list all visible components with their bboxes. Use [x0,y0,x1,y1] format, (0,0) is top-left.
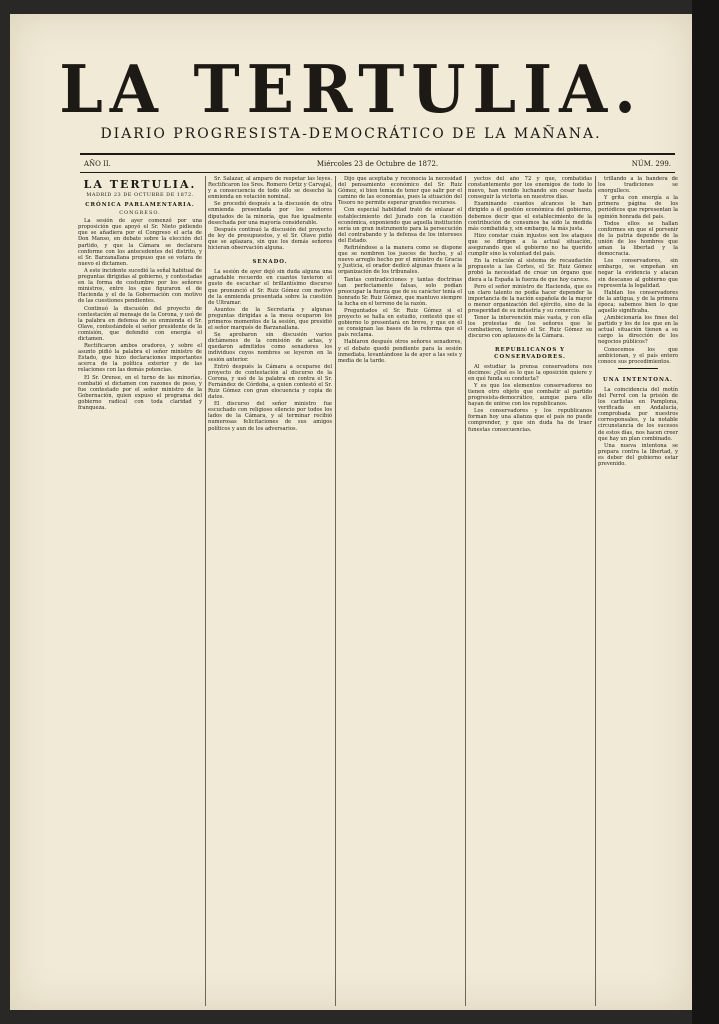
section-divider [618,368,658,369]
article-paragraph: A este incidente sucedió la señal habitual de preguntas dirigidas al gobierno, y contestadas en la forma de costumbre por los señores ministros, entre los que figuraron el de Hacienda y el de la Gobernación con motivo de las cuestiones pendientes. [78,267,202,305]
article-paragraph: Y es que los elementos conservadores no tienen otro objeto que combatir al partido progresista-democrático, aunque para ello hayan de unirse con los republicanos. [468,382,592,408]
masthead-rule-bottom [80,172,675,173]
issue-number: NÚM. 299. [631,160,671,168]
article-paragraph: Y grita con energía a la primera página de los periódicos que representan la opinión honrada del país. [598,195,678,220]
masthead-subtitle: DIARIO PROGRESISTA-DEMOCRÁTICO DE LA MAÑANA. [100,126,602,142]
masthead-title: LA TERTULIA. [59,51,643,128]
article-paragraph: ¿Ambicionaría los fines del partido y los de los que en la actual situación tienen a su cargo la dirección de los negocios públicos? [598,315,678,346]
issue-date: Miércoles 23 de Octubre de 1872. [316,160,439,168]
article-column-2 [208,176,332,1006]
article-paragraph: Conocemos los que ambicionan, y el país entero conoce sus procedimientos. [598,346,678,365]
article-paragraph: Hizo constar cuán injustos son los ataques que se dirigen a la actual situación, asegurando que el gobierno no ha querido cumplir sino la voluntad del país. [468,232,592,258]
section-heading: CRÓNICA PARLAMENTARIA. [85,202,195,208]
article-paragraph: Dijo que aceptaba y reconocía la necesidad del pensamiento económico del Sr. Ruiz Gómez, si bien temía de tener que salir por el camino de las economías, pues la situación del Tesoro no permite esperar grandes recursos. [338,176,462,207]
inner-paper-name: LA TERTULIA. [83,178,197,191]
article-paragraph: Con especial habilidad trató de enlazar el establecimiento del Jurado con la cuestión económica, exponiendo que aquella institución sería un gran instrumento para la persecución del contrabando y la defensa de los intereses del Estado. [338,207,462,244]
article-paragraph: Preguntados el Sr. Ruiz Gómez si el proyecto se halla en estudio, contestó que el gobierno lo presentará en breve, y que en él se consignan las bases de la reforma que el país reclama. [338,307,462,339]
section-heading: REPUBLICANOS Y CONSERVADORES. [494,347,566,360]
section-heading: SENADO. [252,259,288,266]
scan-dark-edge [692,0,719,1024]
article-paragraph: Continuó la discusión del proyecto de contestación al mensaje de la Corona, y usó de la palabra en defensa de su enmienda el Sr. Olave, contestándole el señor presidente de la comisión, que defendió con energía el dictamen. [78,305,202,342]
issue-line [80,157,675,171]
dateline: MADRID 23 DE OCTUBRE DE 1872. [86,192,194,198]
article-paragraph: Pero el señor ministro de Hacienda, que es un claro talento no podía hacer depender la importancia de la nación española de la mayor o menor organización del ejército, sino de la prosperidad de su industria y su comercio. [468,283,592,314]
article-paragraph: Se aprobaron sin discusión varios dictámenes de la comisión de actas, y quedaron admitidos como senadores los individuos cuyos nombres se leyeron en la sesión anterior. [208,332,332,363]
article-paragraph: Sr. Salazar, al amparo de respetar las leyes. Rectificaron los Sres. Romero Ortiz y Carvajal, y a consecuencia de todo ello se desechó la enmienda en votación nominal. [208,176,332,201]
article-paragraph: Asuntos de la Secretaría y algunas preguntas dirigidas a la mesa ocuparon los primeros momentos de la sesión, que presidió el señor marqués de Barzanallana. [208,306,332,332]
article-paragraph: Al estudiar la prensa conservadora nos decimos: ¿Qué es lo que la oposición quiere y en qué funda su conducta? [468,363,592,382]
article-paragraph: Tantas contradicciones y tantas doctrinas tan perfectamente falsas, solo podían preocupar la fuerza que de su carácter tenía el honrado Sr. Ruiz Gómez, que mantuvo siempre la lucha en el terreno de la razón. [338,276,462,307]
subsection-heading: CONGRESO. [119,210,161,217]
article-paragraph: Una nueva intentona se prepara contra la libertad, y es deber del gobierno estar prevenido. [598,442,678,468]
article-paragraph: yectos del año 72 y que, combatidas constantemente por los enemigos de todo lo nuevo, han venido luchando sin cesar hasta conseguir la victoria en nuestros días. [468,176,592,201]
article-column-5 [598,176,678,1006]
article-paragraph: El discurso del señor ministro fue escuchado con religioso silencio por todos los lados de la Cámara, y al terminar recibió numerosas felicitaciones de sus amigos políticos y aun de los adversarios. [208,401,332,432]
masthead-rule-top [80,153,675,155]
article-paragraph: Los conservadores, sin embargo, se empeñan en negar la evidencia y atacan sin descanso al gobierno que representa la legalidad. [598,258,678,289]
article-paragraph: El Sr. Orense, en el turno de las minorías, combatió el dictamen con razones de peso, y fue contestado por el señor ministro de la Gobernación, quien expuso el programa del gobierno radical con toda claridad y franqueza. [78,374,202,411]
column-divider [465,176,466,1006]
article-paragraph: Hablan los conservadores de la antigua, y de la primera época; sabemos bien lo que aquello significaba. [598,289,678,314]
article-paragraph: Rectificaron ambos oradores, y sobre el asunto pidió la palabra el señor ministro de Estado, que hizo declaraciones importantes acerca de la política exterior y de las relaciones con las demás potencias. [78,343,202,374]
article-paragraph: La sesión de ayer dejó sin duda alguna una agradable recuerdo en cuantos tuvieron el gusto de escuchar el brillantísimo discurso que pronunció el Sr. Ruiz Gómez con motivo de la enmienda presentada sobre la cuestión de Ultramar. [208,269,332,306]
article-paragraph: Examinando cuantos alcances le han dirigido a él gestión económica del gobierno, debemos decir que el establecimiento de la contribución de consumos ha sido la medida más combatida y, sin embargo, la más justa. [468,201,592,232]
newspaper-page [10,14,692,1010]
article-column-3 [338,176,462,1006]
issue-year: AÑO II. [84,160,111,168]
article-paragraph: Refiriéndose a la manera como se dispone que se nombren los jueces de hecho, y al nuevo arreglo hecho por el ministro de Gracia y Justicia, el orador dedicó algunas frases a la organización de los tribunales. [338,245,462,276]
article-paragraph: Tener la intervención más vasta, y con ella los protestas de los señores que le combatieron, terminó el Sr. Ruiz Gómez su discurso con aplausos de la Cámara. [468,315,592,340]
article-paragraph: Después continuó la discusión del proyecto de ley de presupuestos, y el Sr. Olave pidió que se aplazara, sin que los demás señores hicieran observación alguna. [208,226,332,252]
article-paragraph: Los conservadores y los republicanos forman hoy una alianza que el país no puede comprender, y que sin duda ha de traer funestas consecuencias. [468,408,592,433]
column-divider [335,176,336,1006]
article-paragraph: Hablaron después otros señores senadores, y el debate quedó pendiente para la sesión inmediata, levantándose la de ayer a las seis y media de la tarde. [338,339,462,364]
article-paragraph: La sesión de ayer comenzó por una proposición que apoyó el Sr. Nieto pidiendo que se añadiera por el Congreso el acta de Don Manso, en debate sobre la elección del partido, y que la Cámara se declarara conforme con los antecedentes del distrito, y el Sr. Barzanallana propuso que se votara de nuevo el dictamen. [78,218,202,267]
article-paragraph: trillando a la bandera de los tradiciones se enorgullece. [598,176,678,195]
article-paragraph: Se procedió después a la discusión de otra enmienda presentada por los señores diputados de la minoría, que fue igualmente desechada por una mayoría considerable. [208,201,332,226]
article-paragraph: Entró después la Cámara a ocuparse del proyecto de contestación al discurso de la Corona, y usó de la palabra en contra el Sr. Fernández de Córdoba, a quien contestó el Sr. Ruiz Gómez con gran elocuencia y copia de datos. [208,363,332,401]
column-divider [595,176,596,1006]
article-paragraph: Todos ellos se hallan conformes en que el porvenir de la patria depende de la unión de los hombres que aman la libertad y la democracia. [598,220,678,258]
article-paragraph: En la relación al sistema de recaudación propuesto a las Cortes, el Sr. Ruiz Gómez probó la necesidad de crear un órgano que diera a la España la fuerza de que hoy carece. [468,258,592,283]
article-column-4 [468,176,592,1006]
column-divider [205,176,206,1006]
section-heading: UNA INTENTONA. [603,376,673,383]
article-paragraph: La coincidencia del motín del Ferrol con la prisión de los carlistas en Pamplona, verificada en Andalucía, comprobada por nuestros corresponsales, y la notable circunstancia de los sucesos de estos días, nos hacen creer que hay un plan combinado. [598,386,678,442]
article-column-1 [78,176,202,1006]
